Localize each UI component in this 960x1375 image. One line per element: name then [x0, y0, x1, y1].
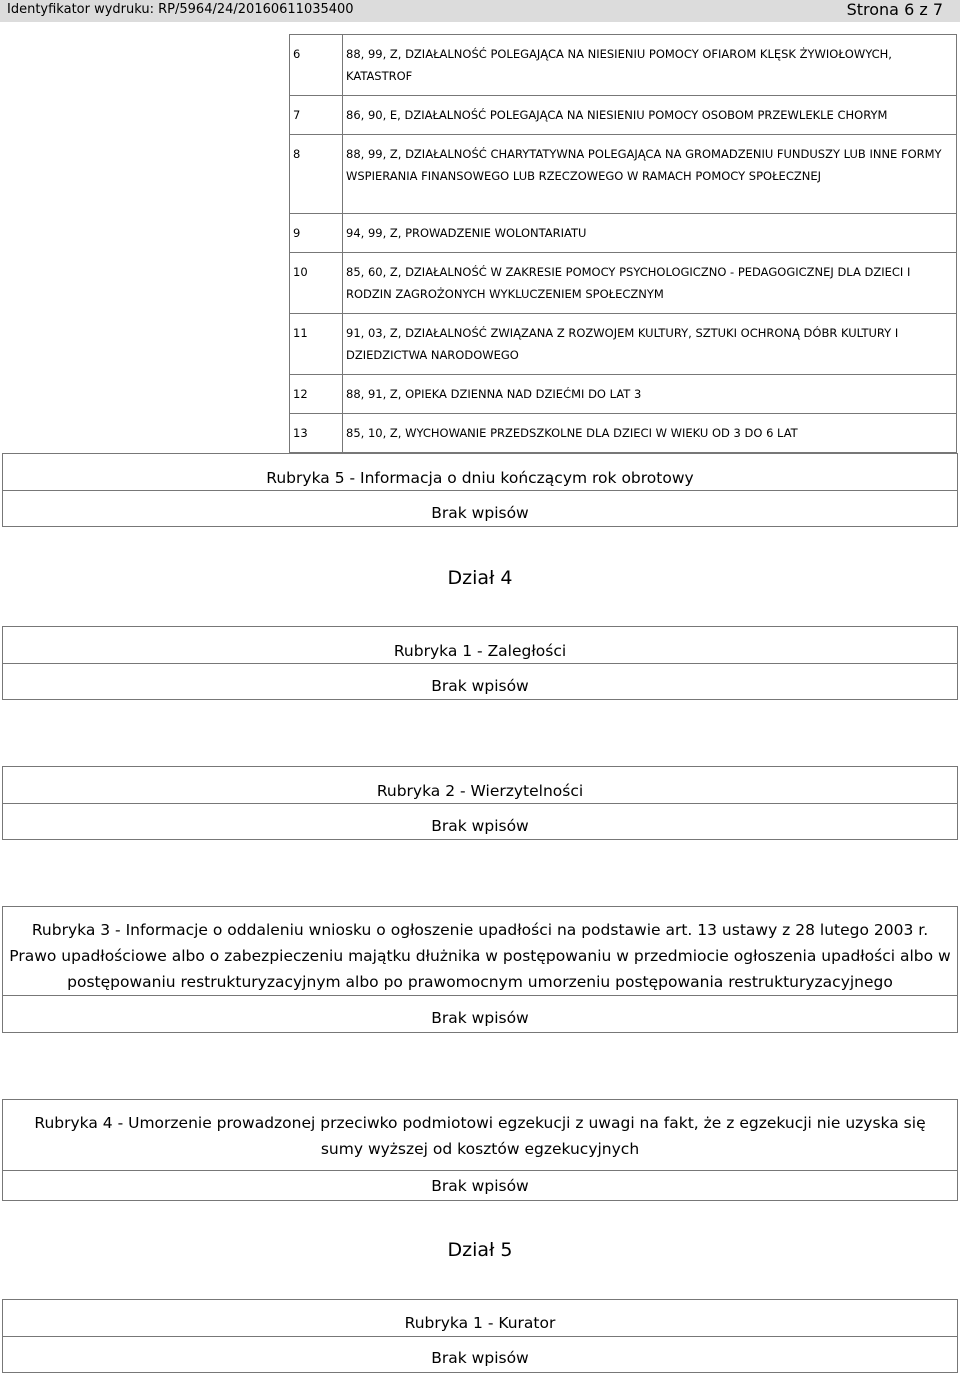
activity-description: 91, 03, Z, DZIAŁALNOŚĆ ZWIĄZANA Z ROZWOJEM KULTURY, SZTUKI OCHRONĄ DÓBR KULTURY I DZIEDZICTWA NARODOWEGO — [343, 314, 957, 375]
section-dzial-4-rubryka-1 — [2, 626, 958, 700]
section-heading-dzial-5: Dział 5 — [447, 1239, 513, 1261]
row-number: 8 — [290, 135, 343, 214]
row-number: 10 — [290, 253, 343, 314]
table-row — [290, 314, 957, 375]
activity-description: 85, 10, Z, WYCHOWANIE PRZEDSZKOLNE DLA DZIECI W WIEKU OD 3 DO 6 LAT — [343, 414, 957, 453]
row-number: 12 — [290, 375, 343, 414]
row-number: 13 — [290, 414, 343, 453]
section-value: Brak wpisów — [431, 1009, 529, 1027]
page-number: Strona 6 z 7 — [846, 0, 943, 19]
activity-description: 88, 99, Z, DZIAŁALNOŚĆ CHARYTATYWNA POLEGAJĄCA NA GROMADZENIU FUNDUSZY LUB INNE FORMY WSPIERANIA FINANSOWEGO LUB RZECZOWEGO W RAMACH POMOCY SPOŁECZNEJ — [343, 135, 957, 214]
section-title: Rubryka 4 - Umorzenie prowadzonej przeciwko podmiotowi egzekucji z uwagi na fakt, że z egzekucji nie uzyska się sumy wyższej od kosztów egzekucyjnych — [3, 1100, 957, 1171]
section-value: Brak wpisów — [431, 677, 529, 695]
table-row — [290, 253, 957, 314]
activity-description: 85, 60, Z, DZIAŁALNOŚĆ W ZAKRESIE POMOCY PSYCHOLOGICZNO - PEDAGOGICZNEJ DLA DZIECI I RODZIN ZAGROŻONYCH WYKLUCZENIEM SPOŁECZNYM — [343, 253, 957, 314]
activity-description: 88, 91, Z, OPIEKA DZIENNA NAD DZIEĆMI DO LAT 3 — [343, 375, 957, 414]
section-dzial-5-rubryka-1 — [2, 1299, 958, 1373]
activity-table — [289, 34, 957, 453]
section-title: Rubryka 1 - Kurator — [3, 1300, 957, 1337]
section-title: Rubryka 3 - Informacje o oddaleniu wniosku o ogłoszenie upadłości na podstawie art. 13 ustawy z 28 lutego 2003 r. Prawo upadłościowe albo o zabezpieczeniu majątku dłużnika w postępowaniu w przedmiocie ogłoszenia upadłości albo w postępowaniu restrukturyzacyjnym albo po prawomocnym umorzeniu postępowania restrukturyzacyjnego — [3, 907, 957, 996]
section-title: Rubryka 5 - Informacja o dniu kończącym rok obrotowy — [3, 454, 957, 491]
row-number: 7 — [290, 96, 343, 135]
section-rubryka-5 — [2, 453, 958, 527]
section-title: Rubryka 1 - Zaległości — [3, 627, 957, 664]
section-title: Rubryka 2 - Wierzytelności — [3, 767, 957, 804]
print-identifier: Identyfikator wydruku: RP/5964/24/20160611035400 — [7, 2, 354, 17]
table-row — [290, 35, 957, 96]
section-value: Brak wpisów — [431, 504, 529, 522]
section-value: Brak wpisów — [431, 1177, 529, 1195]
table-row — [290, 135, 957, 214]
section-dzial-4-rubryka-3 — [2, 906, 958, 1033]
row-number: 6 — [290, 35, 343, 96]
section-dzial-4-rubryka-4 — [2, 1099, 958, 1201]
table-row — [290, 414, 957, 453]
activity-description: 94, 99, Z, PROWADZENIE WOLONTARIATU — [343, 214, 957, 253]
print-header — [0, 0, 960, 22]
section-value: Brak wpisów — [431, 817, 529, 835]
section-dzial-4-rubryka-2 — [2, 766, 958, 840]
section-heading-dzial-4: Dział 4 — [447, 567, 513, 589]
activity-description: 88, 99, Z, DZIAŁALNOŚĆ POLEGAJĄCA NA NIESIENIU POMOCY OFIAROM KLĘSK ŻYWIOŁOWYCH, KATASTROF — [343, 35, 957, 96]
section-value: Brak wpisów — [431, 1349, 529, 1367]
table-row — [290, 375, 957, 414]
row-number: 11 — [290, 314, 343, 375]
row-number: 9 — [290, 214, 343, 253]
table-row — [290, 214, 957, 253]
activity-description: 86, 90, E, DZIAŁALNOŚĆ POLEGAJĄCA NA NIESIENIU POMOCY OSOBOM PRZEWLEKLE CHORYM — [343, 96, 957, 135]
table-row — [290, 96, 957, 135]
